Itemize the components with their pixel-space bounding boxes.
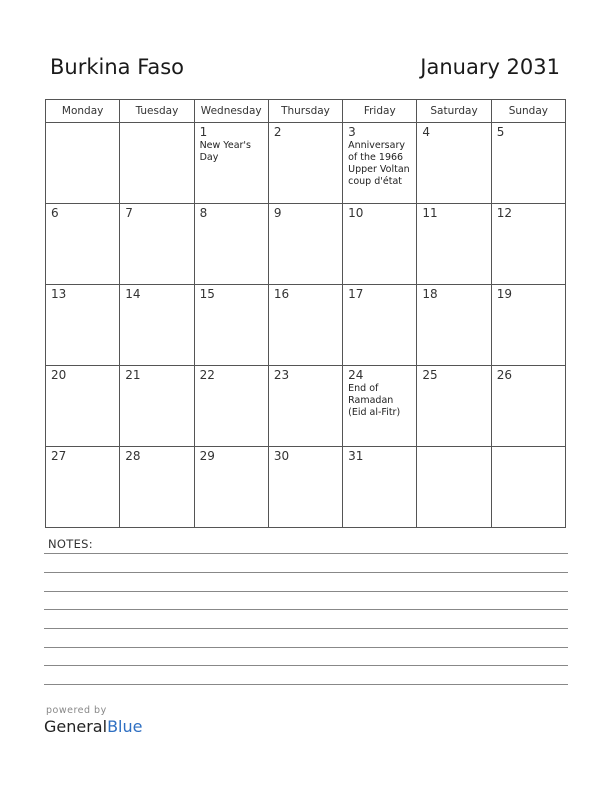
day-number: 28 — [125, 449, 141, 463]
day-cell — [268, 123, 342, 204]
note-line — [44, 665, 568, 666]
day-cell — [194, 123, 268, 204]
day-number: 18 — [422, 287, 438, 301]
day-cell — [46, 123, 120, 204]
day-cell — [343, 366, 417, 447]
weekday-header-row — [46, 100, 566, 123]
notes-label: NOTES: — [48, 537, 93, 551]
country-title: Burkina Faso — [50, 55, 185, 79]
day-number: 2 — [273, 125, 282, 139]
day-number: 30 — [273, 449, 290, 463]
logo-blue-text: Blue — [107, 717, 143, 736]
day-cell — [120, 285, 194, 366]
day-number: 3 — [348, 125, 356, 139]
day-cell — [417, 285, 491, 366]
day-cell — [194, 285, 268, 366]
day-number: 23 — [273, 368, 290, 382]
day-number: 1 — [199, 125, 208, 139]
day-cell — [268, 285, 342, 366]
week-row — [46, 447, 566, 528]
weekday-tuesday: Tuesday — [120, 100, 194, 123]
day-cell — [417, 447, 491, 528]
day-cell — [120, 204, 194, 285]
week-row — [46, 123, 566, 204]
day-number: 12 — [496, 206, 512, 220]
weekday-sunday: Sunday — [491, 100, 565, 123]
day-number: 17 — [348, 287, 364, 301]
day-cell — [491, 285, 565, 366]
weekday-saturday: Saturday — [417, 100, 491, 123]
holiday-event: End of Ramadan (Eid al-Fitr) — [348, 383, 401, 418]
day-number: 14 — [125, 287, 141, 301]
note-line — [44, 553, 568, 554]
day-cell — [46, 285, 120, 366]
day-number: 31 — [348, 449, 364, 463]
day-cell — [417, 366, 491, 447]
weekday-friday: Friday — [343, 100, 417, 123]
note-line — [44, 647, 568, 648]
day-cell — [343, 123, 417, 204]
day-cell — [194, 366, 268, 447]
day-number: 27 — [51, 449, 67, 463]
day-cell — [194, 447, 268, 528]
note-line — [44, 591, 568, 592]
day-number: 5 — [496, 125, 505, 139]
day-cell — [120, 447, 194, 528]
week-row — [46, 204, 566, 285]
day-number: 13 — [51, 287, 67, 301]
weekday-monday: Monday — [46, 100, 120, 123]
day-number: 9 — [273, 206, 282, 220]
weekday-wednesday: Wednesday — [194, 100, 268, 123]
week-row — [46, 366, 566, 447]
note-line — [44, 572, 568, 573]
day-cell — [491, 204, 565, 285]
weekday-thursday: Thursday — [268, 100, 342, 123]
generalblue-logo[interactable] — [44, 717, 142, 736]
day-number: 6 — [51, 206, 59, 220]
day-cell — [268, 447, 342, 528]
day-number: 24 — [348, 368, 364, 382]
day-number: 8 — [199, 206, 208, 220]
day-cell — [120, 123, 194, 204]
day-number: 19 — [496, 287, 512, 301]
day-cell — [46, 204, 120, 285]
day-cell — [268, 366, 342, 447]
day-cell — [194, 204, 268, 285]
day-number: 22 — [199, 368, 215, 382]
day-cell — [417, 123, 491, 204]
day-cell — [491, 123, 565, 204]
day-cell — [120, 366, 194, 447]
day-number: 15 — [199, 287, 215, 301]
day-cell — [268, 204, 342, 285]
day-cell — [343, 447, 417, 528]
day-cell — [417, 204, 491, 285]
day-cell — [491, 447, 565, 528]
note-line — [44, 628, 568, 629]
day-number: 29 — [199, 449, 215, 463]
day-cell — [46, 447, 120, 528]
day-number: 16 — [273, 287, 290, 301]
day-number: 4 — [422, 125, 431, 139]
day-number: 26 — [496, 368, 512, 382]
day-cell — [491, 366, 565, 447]
day-number: 20 — [51, 368, 67, 382]
month-year-title: January 2031 — [420, 55, 560, 79]
day-number: 25 — [422, 368, 438, 382]
calendar-body — [46, 123, 566, 528]
day-number: 7 — [125, 206, 133, 220]
note-line — [44, 609, 568, 610]
day-cell — [343, 204, 417, 285]
holiday-event: Anniversary of the 1966 Upper Voltan coup d'état — [348, 140, 410, 187]
logo-general-text: General — [44, 717, 108, 736]
day-cell — [46, 366, 120, 447]
week-row — [46, 285, 566, 366]
day-number: 10 — [348, 206, 364, 220]
day-cell — [343, 285, 417, 366]
calendar-grid — [45, 99, 566, 528]
holiday-event: New Year's Day — [199, 140, 251, 163]
note-line — [44, 684, 568, 685]
day-number: 21 — [125, 368, 141, 382]
powered-by-text: powered by — [46, 705, 107, 716]
day-number: 11 — [422, 206, 438, 220]
